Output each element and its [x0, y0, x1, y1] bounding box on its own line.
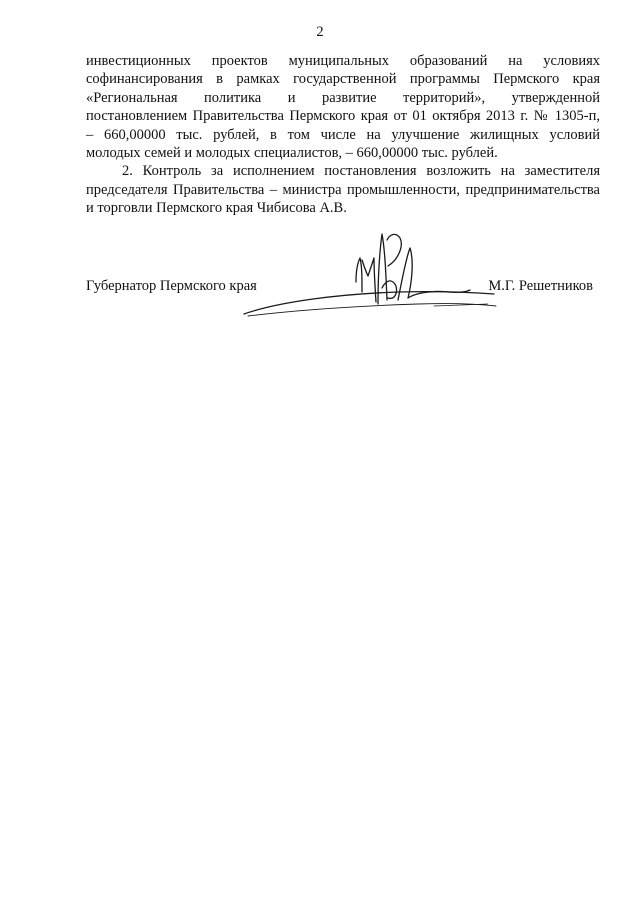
signatory-title: Губернатор Пермского края	[86, 278, 257, 294]
paragraph-2-line-3: и торговли Пермского края Чибисова А.В.	[86, 200, 347, 217]
handwritten-signature	[238, 220, 508, 330]
paragraph-2-line-2: председателя Правительства – министра промышленности, предпринимательства	[86, 181, 600, 198]
document-body	[86, 52, 600, 218]
paragraph-1-line-4: постановлением Правительства Пермского края от 01 октября 2013 г. № 1305-п,	[86, 108, 600, 125]
paragraph-1-line-5: – 660,00000 тыс. рублей, в том числе на улучшение жилищных условий	[86, 126, 600, 143]
paragraph-1-line-1: инвестиционных проектов муниципальных образований на условиях	[86, 53, 600, 69]
paragraph-1-line-2: софинансирования в рамках государственной программы Пермского края	[86, 71, 600, 88]
paragraph-2-line-1: 2. Контроль за исполнением постановления возложить на заместителя	[122, 163, 600, 180]
page-number: 2	[316, 24, 324, 40]
paragraph-1-line-6: молодых семей и молодых специалистов, – 660,00000 тыс. рублей.	[86, 145, 498, 162]
paragraph-1-line-3: «Региональная политика и развитие территорий», утвержденной	[86, 89, 600, 106]
signatory-name: М.Г. Решетников	[488, 278, 593, 294]
